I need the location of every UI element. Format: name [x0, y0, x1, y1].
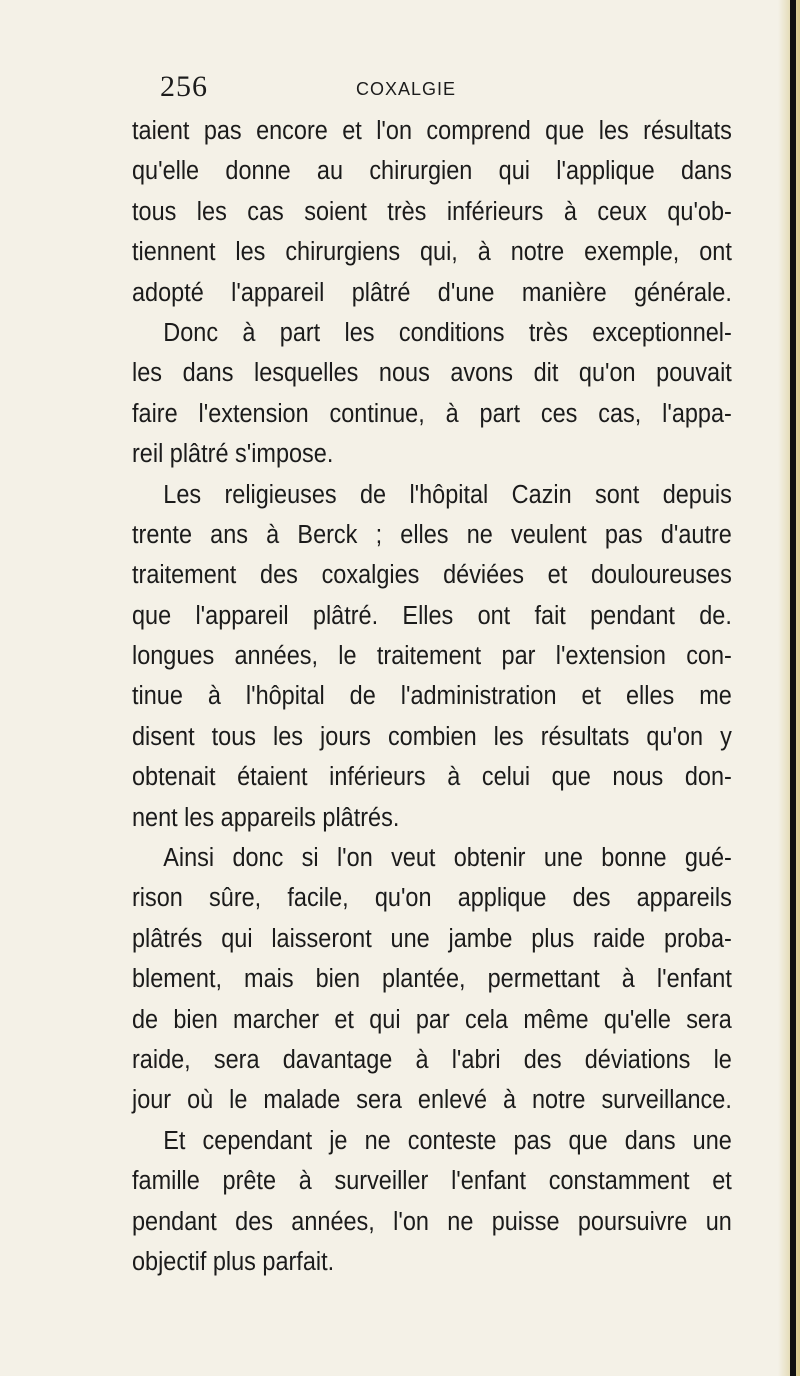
text-line: jour où le malade sera enlevé à notre surveillance.: [132, 1086, 732, 1115]
page-number: 256: [160, 70, 208, 103]
text-line: plâtrés qui laisseront une jambe plus raide proba-: [132, 924, 732, 953]
text-line: faire l'extension continue, à part ces cas, l'appa-: [132, 399, 732, 428]
body-text: [132, 111, 732, 1282]
text-line: tous les cas soient très inférieurs à ceux qu'ob-: [132, 197, 732, 226]
text-line: Ainsi donc si l'on veut obtenir une bonne gué-: [163, 844, 732, 873]
text-line: taient pas encore et l'on comprend que les résultats: [132, 117, 732, 145]
text-line: les dans lesquelles nous avons dit qu'on pouvait: [132, 359, 732, 388]
text-line: disent tous les jours combien les résultats qu'on y: [132, 722, 732, 751]
text-line: blement, mais bien plantée, permettant à l'enfant: [132, 965, 732, 994]
text-line: Les religieuses de l'hôpital Cazin sont depuis: [163, 480, 732, 509]
page-header: [160, 70, 720, 114]
page-edge-shadow: [778, 0, 800, 1376]
text-line: Et cependant je ne conteste pas que dans une: [163, 1126, 732, 1155]
running-title: COXALGIE: [356, 79, 457, 99]
text-line: reil plâtré s'impose.: [132, 440, 334, 469]
text-line: trente ans à Berck ; elles ne veulent pas d'autre: [132, 520, 732, 549]
text-line: tiennent les chirurgiens qui, à notre exemple, ont: [132, 238, 732, 267]
text-line: objectif plus parfait.: [132, 1247, 335, 1276]
text-line: adopté l'appareil plâtré d'une manière générale.: [132, 278, 732, 307]
text-line: obtenait étaient inférieurs à celui que nous don-: [132, 763, 732, 792]
text-line: longues années, le traitement par l'extension con-: [132, 642, 732, 671]
text-line: raide, sera davantage à l'abri des déviations le: [132, 1045, 732, 1074]
text-line: nent les appareils plâtrés.: [132, 803, 400, 832]
page-edge-line: [790, 0, 796, 1376]
text-line: qu'elle donne au chirurgien qui l'applique dans: [132, 157, 732, 186]
text-line: Donc à part les conditions très exceptionnel-: [163, 318, 732, 347]
text-line: de bien marcher et qui par cela même qu'elle sera: [132, 1005, 732, 1034]
text-line: que l'appareil plâtré. Elles ont fait pendant de.: [132, 601, 732, 630]
text-line: pendant des années, l'on ne puisse poursuivre un: [132, 1207, 732, 1236]
text-line: tinue à l'hôpital de l'administration et elles me: [132, 682, 732, 711]
text-line: traitement des coxalgies déviées et douloureuses: [132, 561, 732, 590]
text-line: rison sûre, facile, qu'on applique des appareils: [132, 884, 732, 913]
text-line: famille prête à surveiller l'enfant constamment et: [132, 1167, 732, 1196]
